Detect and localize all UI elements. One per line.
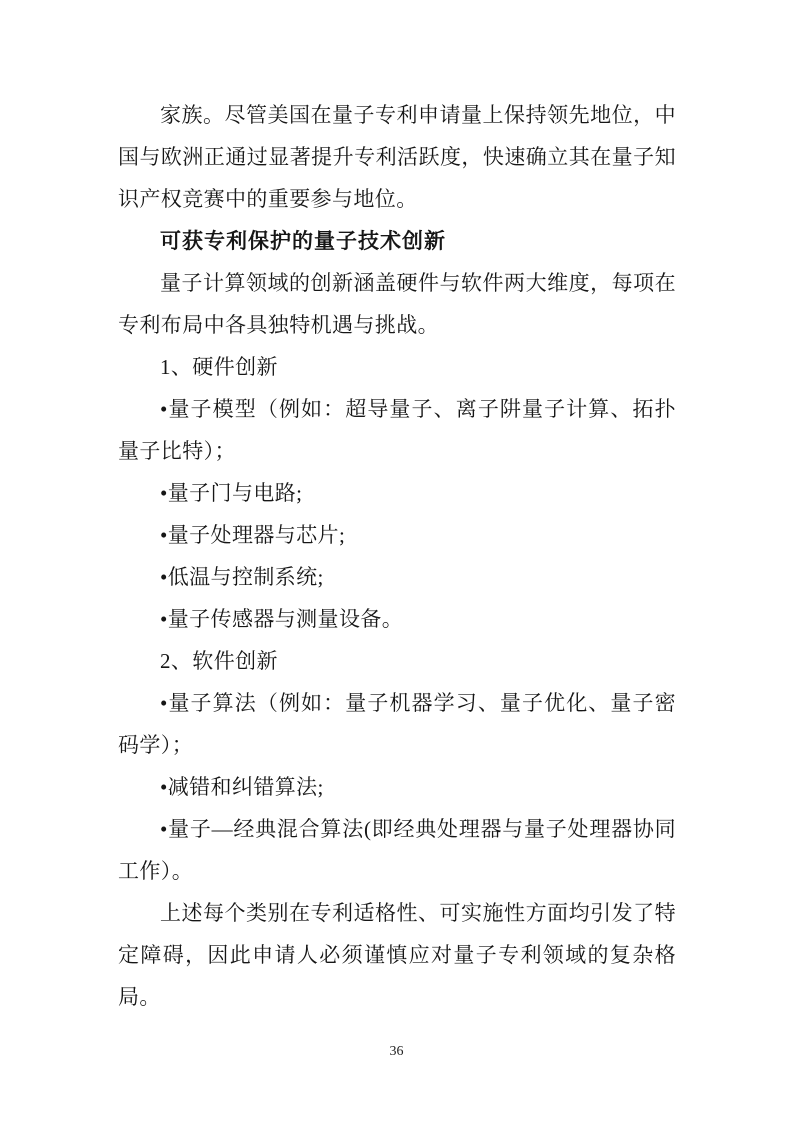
- paragraph: •减错和纠错算法;: [160, 775, 324, 799]
- paragraph: 上述每个类别在专利适格性、可实施性方面均引发了特定障碍，因此申请人必须谨慎应对量子专利领域的复杂格局。: [118, 901, 676, 1009]
- paragraph: •量子处理器与芯片;: [160, 523, 346, 547]
- paragraph: •量子—经典混合算法(即经典处理器与量子处理器协同工作）。: [118, 817, 676, 883]
- paragraph: •量子算法（例如：量子机器学习、量子优化、量子密码学）；: [118, 691, 676, 757]
- paragraph: •量子模型（例如：超导量子、离子阱量子计算、拓扑量子比特）；: [118, 397, 676, 463]
- paragraph: 家族。尽管美国在量子专利申请量上保持领先地位，中国与欧洲正通过显著提升专利活跃度，快速确立其在量子知识产权竞赛中的重要参与地位。: [118, 103, 676, 211]
- paragraph: 量子计算领域的创新涵盖硬件与软件两大维度，每项在专利布局中各具独特机遇与挑战。: [118, 271, 676, 337]
- page-number: 36: [389, 1044, 404, 1059]
- section-heading: 可获专利保护的量子技术创新: [160, 229, 446, 253]
- paragraph: •量子传感器与测量设备。: [160, 607, 404, 631]
- paragraph: 1、硬件创新: [160, 355, 278, 379]
- paragraph: •量子门与电路;: [160, 481, 303, 505]
- paragraph: •低温与控制系统;: [160, 565, 324, 589]
- paragraph: 2、软件创新: [160, 649, 278, 673]
- document-body: [118, 94, 676, 1018]
